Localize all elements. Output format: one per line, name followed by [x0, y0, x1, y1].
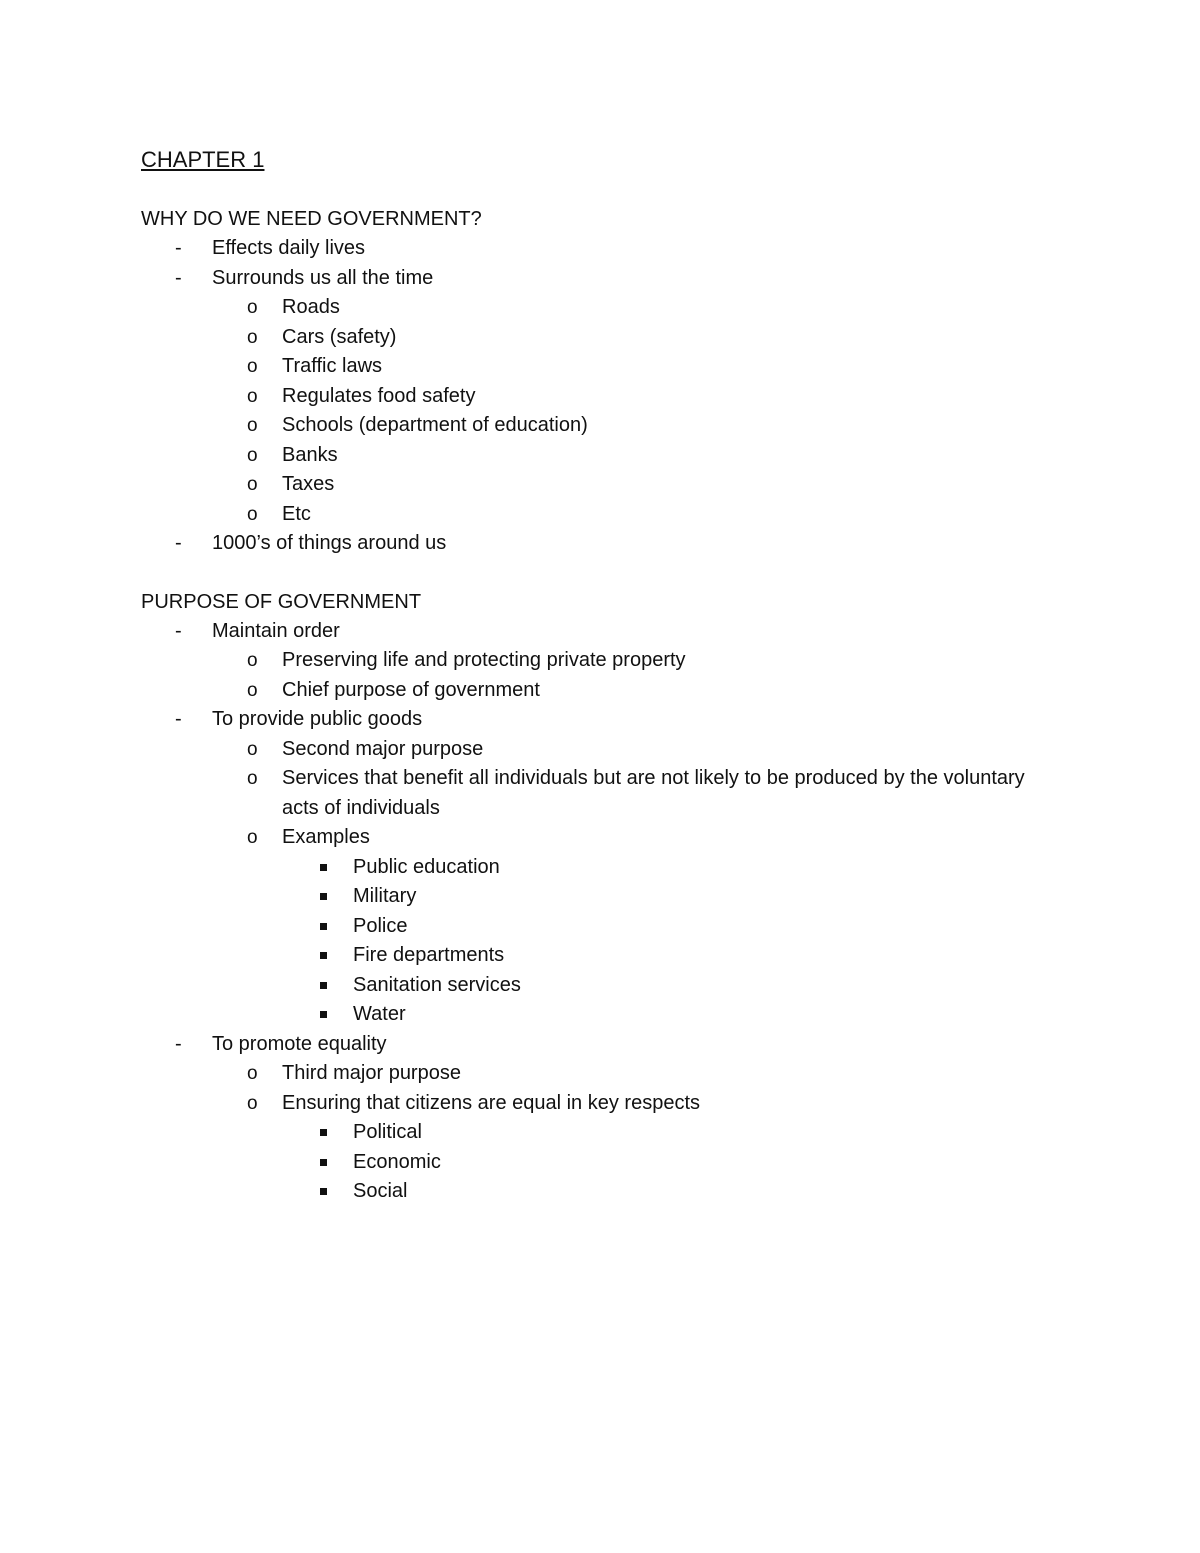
sublist-container — [141, 1059, 1041, 1207]
list-item — [141, 912, 1041, 942]
list-item-text: Banks — [282, 443, 338, 466]
list-item-text: Second major purpose — [282, 737, 484, 760]
list-item — [141, 234, 1041, 264]
circle-bullet-icon: o — [247, 1063, 258, 1084]
outline-level-2-list — [141, 293, 1041, 529]
outline-level-2-list — [141, 1059, 1041, 1207]
list-item — [141, 1118, 1041, 1148]
outline-level-3-list — [141, 1118, 1041, 1207]
outline-level-3-list — [141, 853, 1041, 1030]
list-item-text: Taxes — [282, 473, 335, 495]
list-item — [141, 1059, 1041, 1089]
list-item — [141, 1177, 1041, 1207]
circle-bullet-icon: o — [247, 326, 258, 348]
list-item — [141, 1148, 1041, 1178]
circle-bullet-icon: o — [247, 415, 258, 436]
list-item — [141, 500, 1041, 530]
square-bullet-icon — [320, 982, 327, 989]
list-item — [141, 971, 1041, 1001]
list-item-text: To provide public goods — [212, 708, 423, 730]
sublist-container — [141, 735, 1041, 1030]
list-item-text: Sanitation services — [353, 973, 521, 996]
list-item-text: Fire departments — [353, 944, 505, 966]
list-item-text: Traffic laws — [282, 355, 383, 377]
list-item — [141, 676, 1041, 706]
sublist-container — [141, 293, 1041, 529]
circle-bullet-icon: o — [247, 444, 258, 466]
dash-bullet-icon: - — [175, 708, 182, 730]
list-item-text: Chief purpose of government — [282, 678, 540, 701]
circle-bullet-icon: o — [247, 738, 258, 760]
square-bullet-icon — [320, 923, 327, 930]
sublist-container — [141, 1118, 1041, 1207]
dash-bullet-icon: - — [175, 237, 182, 259]
list-item — [141, 853, 1041, 883]
outline-level-2-list — [141, 646, 1041, 705]
square-bullet-icon — [320, 1159, 327, 1166]
list-item — [141, 293, 1041, 323]
list-item — [141, 882, 1041, 912]
list-item — [141, 646, 1041, 676]
list-item — [141, 411, 1041, 441]
list-item — [141, 823, 1041, 853]
circle-bullet-icon: o — [247, 679, 258, 701]
list-item-text: Public education — [353, 855, 500, 878]
square-bullet-icon — [320, 952, 327, 959]
list-item-text: Police — [353, 914, 408, 937]
list-item-text: Services that benefit all individuals but are not likely to be produced by the voluntary acts of individuals — [282, 767, 1025, 819]
list-item-text: Schools (department of education) — [282, 414, 588, 436]
list-item — [141, 735, 1041, 765]
sublist-container — [141, 646, 1041, 705]
outline-level-2-list — [141, 735, 1041, 1030]
list-item-text: Military — [353, 885, 417, 907]
list-item-text: To promote equality — [212, 1032, 387, 1055]
circle-bullet-icon: o — [247, 503, 258, 525]
list-item — [141, 264, 1041, 294]
list-item — [141, 617, 1041, 647]
list-item — [141, 529, 1041, 559]
list-item — [141, 941, 1041, 971]
circle-bullet-icon: o — [247, 650, 258, 671]
list-item — [141, 764, 1041, 823]
list-item-text: Regulates food safety — [282, 384, 476, 407]
list-item — [141, 382, 1041, 412]
list-item-text: Etc — [282, 502, 311, 525]
list-item-text: Ensuring that citizens are equal in key respects — [282, 1091, 700, 1114]
list-item-text: Social — [353, 1180, 408, 1202]
document-body — [141, 144, 1041, 1207]
list-item-text: Water — [353, 1003, 406, 1025]
circle-bullet-icon: o — [247, 356, 258, 377]
square-bullet-icon — [320, 893, 327, 900]
square-bullet-icon — [320, 1011, 327, 1018]
outline-section — [141, 204, 1041, 559]
list-item-text: 1000’s of things around us — [212, 532, 447, 554]
list-item — [141, 470, 1041, 500]
circle-bullet-icon: o — [247, 297, 258, 318]
circle-bullet-icon: o — [247, 768, 258, 789]
list-item — [141, 1000, 1041, 1030]
list-item — [141, 352, 1041, 382]
list-item-text: Examples — [282, 826, 370, 848]
chapter-title: CHAPTER 1 — [141, 147, 265, 172]
list-item-text: Surrounds us all the time — [212, 266, 434, 289]
section-heading: WHY DO WE NEED GOVERNMENT? — [141, 208, 482, 230]
list-item-text: Preserving life and protecting private property — [282, 649, 686, 671]
list-item-text: Cars (safety) — [282, 325, 397, 348]
square-bullet-icon — [320, 864, 327, 871]
list-item-text: Roads — [282, 296, 340, 318]
dash-bullet-icon: - — [175, 266, 182, 289]
list-item — [141, 705, 1041, 735]
outline-section — [141, 587, 1041, 1207]
list-item-text: Political — [353, 1121, 422, 1143]
list-item-text: Economic — [353, 1150, 441, 1173]
circle-bullet-icon: o — [247, 474, 258, 495]
list-item — [141, 441, 1041, 471]
dash-bullet-icon: - — [175, 619, 182, 642]
section-heading: PURPOSE OF GOVERNMENT — [141, 590, 422, 613]
dash-bullet-icon: - — [175, 532, 182, 554]
list-item — [141, 1089, 1041, 1119]
sections-container — [141, 204, 1041, 1207]
list-item-text: Third major purpose — [282, 1062, 461, 1084]
circle-bullet-icon: o — [247, 827, 258, 848]
square-bullet-icon — [320, 1188, 327, 1195]
circle-bullet-icon: o — [247, 1092, 258, 1114]
sublist-container — [141, 853, 1041, 1030]
outline-level-1-list — [141, 617, 1041, 1207]
circle-bullet-icon: o — [247, 385, 258, 407]
list-item — [141, 323, 1041, 353]
list-item-text: Maintain order — [212, 619, 340, 642]
dash-bullet-icon: - — [175, 1032, 182, 1055]
list-item-text: Effects daily lives — [212, 237, 366, 259]
square-bullet-icon — [320, 1129, 327, 1136]
outline-level-1-list — [141, 234, 1041, 559]
list-item — [141, 1030, 1041, 1060]
